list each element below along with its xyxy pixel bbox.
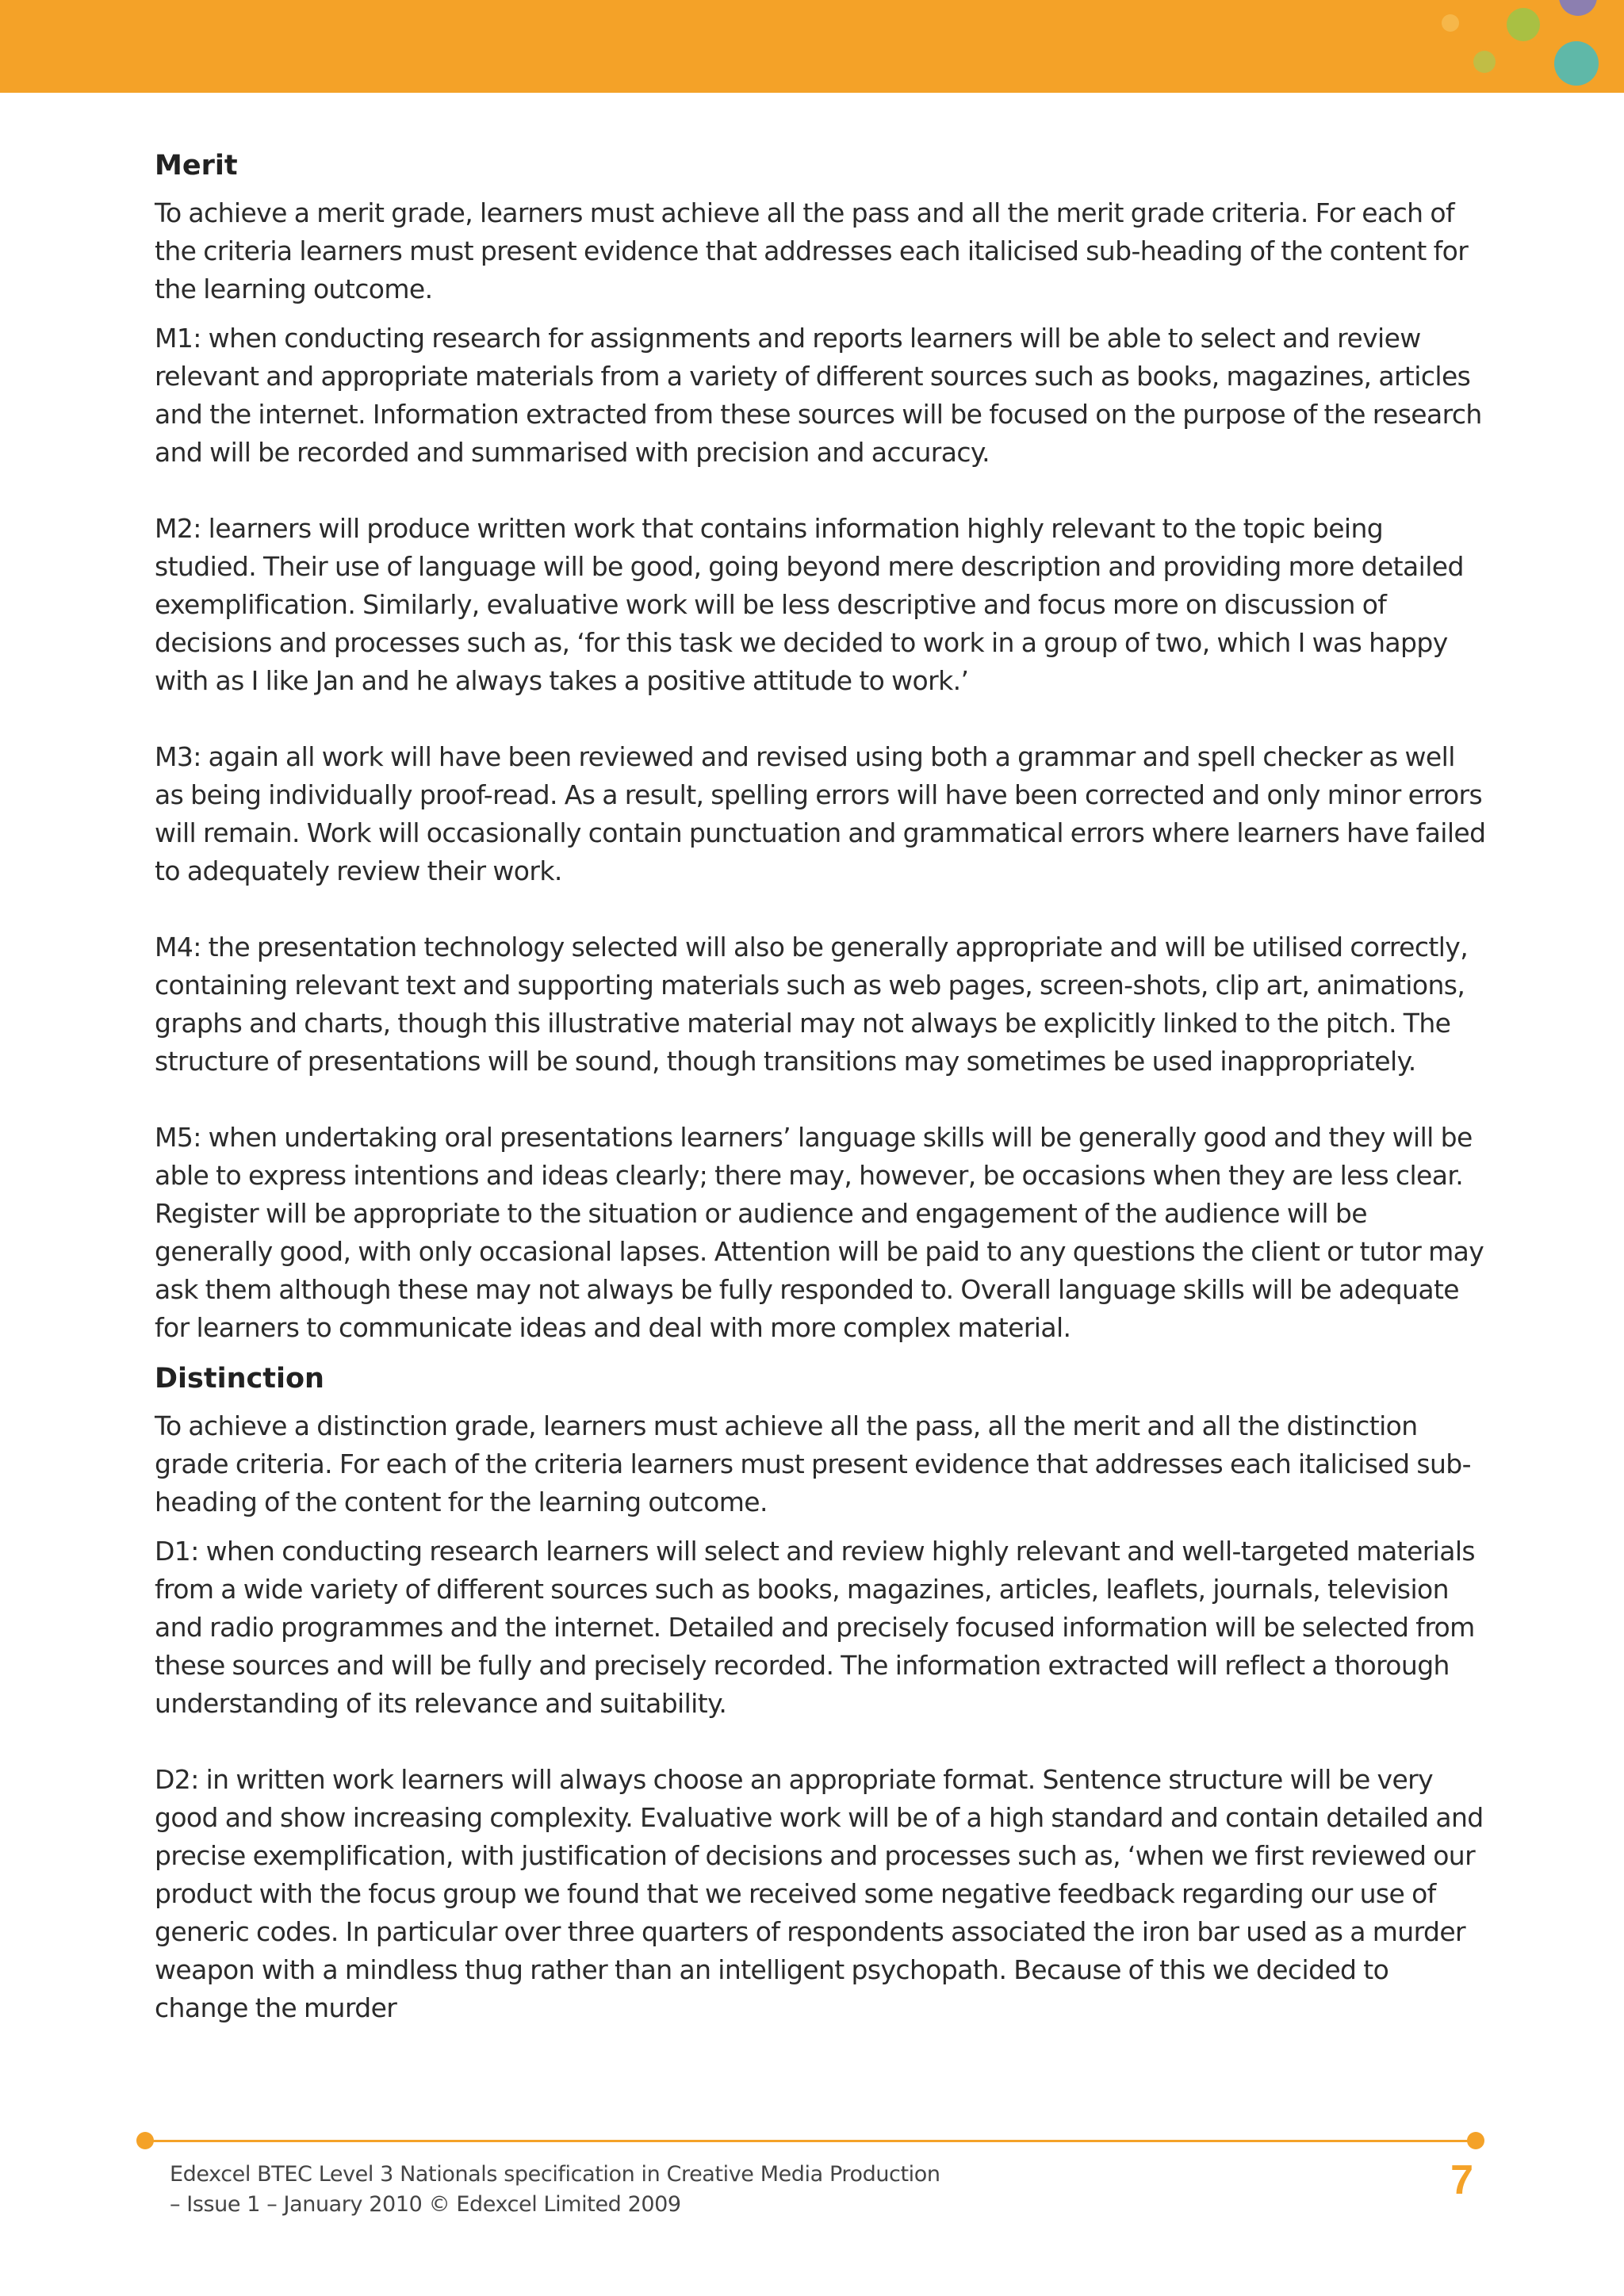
decor-circle-green xyxy=(1507,8,1540,41)
distinction-heading: Distinction xyxy=(155,1363,324,1395)
decor-circle-teal xyxy=(1554,41,1599,86)
footer-line-2: – Issue 1 – January 2010 © Edexcel Limited 2009 xyxy=(170,2192,681,2217)
page-number: 7 xyxy=(1450,2157,1473,2203)
merit-m5: M5: when undertaking oral presentations learners’ language skills will be generally good and they will be able to express intentions and ideas clearly; there may, however, be occasions when they are less clear. Register will be appropriate to the situation or audience and engagement of the audience will be generally good, with only occasional lapses. Attention will be paid to any questions the client or tutor may ask them although these may not always be fully responded to. Overall language skills will be adequate for learners to communicate ideas and deal with more complex material. xyxy=(155,1122,1484,1343)
distinction-d1: D1: when conducting research learners will select and review highly relevant and well-targeted materials from a wide variety of different sources such as books, magazines, articles, leaflets, journals, television and radio programmes and the internet. Detailed and precisely focused information will be selected from these sources and will be fully and precisely recorded. The information extracted will reflect a thorough understanding of its relevance and suitability. xyxy=(155,1536,1476,1719)
decor-circle-small-green xyxy=(1473,51,1496,73)
merit-m4: M4: the presentation technology selected will also be generally appropriate and will be utilised correctly, containing relevant text and supporting materials such as web pages, screen-shots, clip art, animations, graphs and charts, though this illustrative material may not always be explicitly linked to the pitch. The structure of presentations will be sound, though transitions may sometimes be used inappropriately. xyxy=(155,932,1469,1077)
merit-m3: M3: again all work will have been reviewed and revised using both a grammar and spell checker as well as being individually proof-read. As a result, spelling errors will have been corrected and only minor errors will remain. Work will occasionally contain punctuation and grammatical errors where learners have failed to adequately review their work. xyxy=(155,741,1486,886)
header-band xyxy=(0,0,1624,93)
footer-line-1: Edexcel BTEC Level 3 Nationals specification in Creative Media Production xyxy=(170,2162,940,2187)
footer-citation xyxy=(170,2160,940,2220)
footer-divider xyxy=(145,2140,1476,2142)
merit-m2: M2: learners will produce written work that contains information highly relevant to the topic being studied. Their use of language will be good, going beyond mere description and providing more detailed exemplification. Similarly, evaluative work will be less descriptive and focus more on discussion of decisions and processes such as, ‘for this task we decided to work in a group of two, which I was happy with as I like Jan and he always takes a positive attitude to work.’ xyxy=(155,513,1464,696)
decor-circle-purple xyxy=(1559,0,1597,16)
main-content xyxy=(155,147,1487,2065)
merit-intro: To achieve a merit grade, learners must achieve all the pass and all the merit grade criteria. For each of the criteria learners must present evidence that addresses each italicised sub-heading of the content for the learning outcome. xyxy=(155,197,1469,304)
merit-m1: M1: when conducting research for assignments and reports learners will be able to select and review relevant and appropriate materials from a variety of different sources such as books, magazines, articles and the internet. Information extracted from these sources will be focused on the purpose of the research and will be recorded and summarised with precision and accuracy. xyxy=(155,323,1482,468)
footer-line-right-dot xyxy=(1467,2132,1484,2149)
merit-heading: Merit xyxy=(155,150,238,182)
distinction-d2: D2: in written work learners will always choose an appropriate format. Sentence structure will be very good and show increasing complexity. Evaluative work will be of a high standard and contain detailed and precise exemplification, with justification of decisions and processes such as, ‘when we first reviewed our product with the focus group we found that we received some negative feedback regarding our use of generic codes. In particular over three quarters of respondents associated the iron bar used as a murder weapon with a mindless thug rather than an intelligent psychopath. Because of this we decided to change the murder xyxy=(155,1764,1484,2023)
decor-circle-faint xyxy=(1442,14,1459,32)
distinction-intro: To achieve a distinction grade, learners must achieve all the pass, all the merit and all the distinction grade criteria. For each of the criteria learners must present evidence that addresses each italicised sub-heading of the content for the learning outcome. xyxy=(155,1410,1471,1517)
